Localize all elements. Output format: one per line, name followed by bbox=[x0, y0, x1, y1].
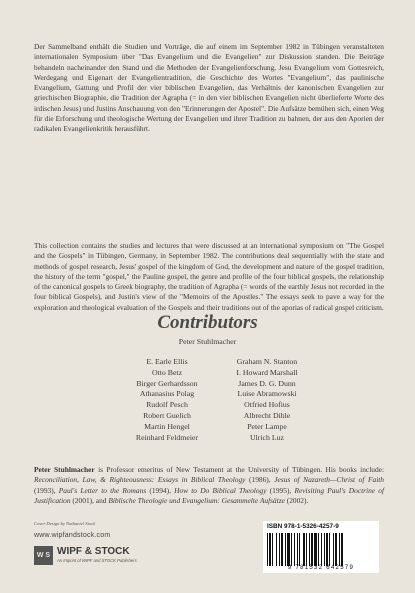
bio-text: (1993), bbox=[34, 485, 59, 495]
book-title: Paul's Letter to the Romans bbox=[58, 485, 147, 495]
cover-design-credit: Cover Design by Nathaniel Stock bbox=[34, 521, 96, 526]
bio-text: (1994), bbox=[146, 485, 175, 495]
contributors-right-column bbox=[222, 357, 312, 443]
book-title: Revisiting Paul's Doctrine of Justification bbox=[34, 485, 385, 505]
contributors-left-column bbox=[122, 357, 212, 443]
contributor-name: Birger Gerhardsson bbox=[136, 378, 198, 388]
contributor-name: Athanasius Polag bbox=[139, 389, 195, 399]
contributor-name: Otfried Hofius bbox=[244, 400, 290, 410]
contributor-name: Graham N. Stanton bbox=[236, 357, 298, 366]
contributors-editor: Peter Stuhlmacher bbox=[178, 337, 237, 346]
contributor-name: Rudolf Pesch bbox=[146, 400, 188, 410]
author-bio bbox=[34, 465, 384, 506]
bio-text: (2002). bbox=[284, 495, 309, 505]
barcode-number: 9 781532 642579 bbox=[287, 565, 355, 571]
contributor-name: Otto Betz bbox=[151, 367, 183, 377]
barcode-icon bbox=[267, 533, 375, 566]
bio-text: (2001), and bbox=[70, 495, 109, 505]
book-title: Biblische Theologie und Evangelium: Gesammelte Aufsätze bbox=[108, 495, 285, 505]
contributor-name: E. Earle Ellis bbox=[146, 357, 188, 366]
publisher-logo bbox=[34, 546, 164, 568]
isbn-barcode-block bbox=[263, 521, 379, 573]
contributor-name: Robert Guelich bbox=[143, 410, 191, 420]
contributor-name: Martin Hengel bbox=[144, 421, 190, 431]
contributor-name: I. Howard Marshall bbox=[236, 367, 298, 377]
english-blurb: This collection contains the studies and lectures that were discussed at an international symposium on "The Gospel and the Gospels" in Tübingen, Germany, in September 1982. The contributions deal sequentially with the state and methods of gospel research, Jesus' gospel of the kingdom of God, the development and nature of the gospel tradition, the history of the term "gospel," the Pauline gospel, the genre and profile of the four biblical gospels, the relationship of the canonical gospels to Greek biography, the tradition of Agrapha (= words of the earthly Jesus not recorded in the four biblical Gospels), and Justin's view of the "Memoirs of the Apostles." The essays seek to pave a way for the exploration and theological evaluation of the Gospels and their traditions out of the aporias of radical gospel criticism. bbox=[34, 241, 384, 312]
isbn-label: ISBN 978-1-5326-4257-9 bbox=[267, 523, 339, 530]
contributor-name: Reinhard Feldmeier bbox=[135, 432, 199, 442]
contributor-name: Peter Lampe bbox=[247, 421, 287, 431]
contributor-name: James D. G. Dunn bbox=[238, 378, 296, 388]
book-title: Reconciliation, Law, & Righteousness: Essays in Biblical Theology bbox=[34, 475, 246, 485]
bio-text: is Professor emeritus of New Testament at the University of Tübingen. His books include: bbox=[94, 465, 384, 474]
book-title: Jesus of Nazareth—Christ of Faith bbox=[274, 475, 384, 485]
contributors-heading: Contributors bbox=[157, 312, 258, 333]
german-blurb: Der Sammelband enthält die Studien und Vorträge, die auf einem im September 1982 in Tübingen veranstalteten internationalen Symposium über "Das Evangelium und die Evangelien" zur Diskussion standen. Die Beiträge behandeln nacheinander den Stand und die Methoden der Evangelienforschung, Jesu Evangelium vom Gottesreich, Werdegang und Eigenart der Evangelientradition, die Geschichte des Wortes "Evangelium", das paulinische Evangelium, Gattung und Profil der vier biblischen Evangelien, das Verhältnis der kanonischen Evangelien zur griechischen Biographie, die Tradition der Agrapha (= in den vier biblischen Evangelien nicht überlieferte Worte des irdischen Jesus) und Justins Anschauung von den "Erinnerungen der Apostel". Die Aufsätze bemühen sich, einen Weg für die Erforschung und theologische Wertung der Evangelien und ihrer Tradition zu bahnen, der aus den Aporien der radikalen Evangelienkritik herausführt. bbox=[34, 42, 384, 134]
bio-text: (1986), bbox=[245, 475, 275, 485]
publisher-website: www.wipfandstock.com bbox=[34, 532, 111, 539]
author-name: Peter Stuhlmacher bbox=[34, 465, 95, 474]
contributor-name: Ulrich Luz bbox=[250, 432, 284, 442]
publisher-name: WIPF & STOCK bbox=[57, 546, 130, 557]
bio-text: (1995), bbox=[266, 485, 295, 495]
publisher-tagline: An Imprint of WIPF and STOCK Publishers bbox=[57, 558, 137, 563]
contributor-name: Luise Abramowski bbox=[237, 389, 297, 399]
contributor-name: Albrecht Dihle bbox=[243, 410, 291, 420]
book-title: How to Do Biblical Theology bbox=[174, 485, 267, 495]
publisher-logo-icon: W S bbox=[34, 546, 53, 565]
